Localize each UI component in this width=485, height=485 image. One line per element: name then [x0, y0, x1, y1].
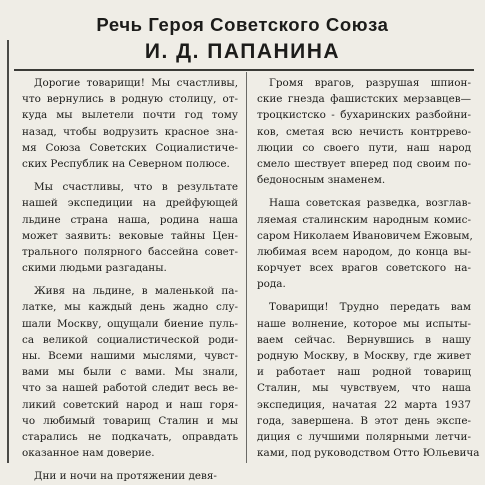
- text-line: корчует всех врагов советского на-: [257, 262, 471, 275]
- text-line: старались не подкачать, оправдать: [22, 430, 238, 443]
- text-line: что вернулись в родную столицу, от-: [22, 93, 238, 106]
- right-column: [257, 75, 480, 463]
- text-line: скими людьми разгаданы.: [22, 262, 167, 275]
- text-line: может заявить: вековые тайны Цен-: [22, 229, 238, 242]
- text-line: трального полярного бассейна совет-: [22, 245, 238, 258]
- text-line: ны. Всеми нашими мыслями, чувст-: [22, 350, 238, 362]
- text-line: любимая всем народом, до конца вы-: [257, 245, 471, 258]
- text-line: наше волнение, которое мы испыты-: [257, 317, 471, 330]
- article-title: Речь Героя Советского Союза: [96, 14, 389, 35]
- article-paragraph: [257, 195, 471, 292]
- text-line: люции со своего пути, наш народ: [257, 141, 471, 154]
- text-line: куда мы вылетели почти год тому: [22, 109, 238, 122]
- text-line: нашей экспедиции на дрейфующей: [22, 197, 238, 210]
- text-line: назад, чтобы водрузить красное зна-: [22, 125, 238, 138]
- text-line: Мы счастливы, что в результате: [34, 181, 238, 194]
- article-paragraph: [22, 75, 238, 172]
- column-divider: [246, 72, 247, 463]
- text-line: Товарищи! Трудно передать вам: [269, 301, 471, 314]
- text-line: диция с лучшими полярными летчи-: [257, 430, 471, 443]
- article-paragraph: [257, 299, 480, 461]
- text-line: ских Республик на Северном полюсе.: [22, 157, 230, 170]
- text-line: экспедиция, начатая 22 марта 1937: [257, 398, 471, 411]
- text-line: оказанное нам доверие.: [22, 447, 155, 460]
- text-line: Дорогие товарищи! Мы счастливы,: [34, 77, 238, 89]
- text-line: ваем сейчас. Вернувшись в нашу: [257, 333, 471, 346]
- text-line: троцкистско - бухаринских разбойни-: [257, 109, 471, 122]
- text-line: ками, под руководством Отто Юльевича: [257, 447, 480, 460]
- text-line: чо любимый товарищ Сталин и мы: [22, 414, 238, 427]
- left-margin-rule: [7, 40, 9, 463]
- article-paragraph: [22, 468, 238, 484]
- text-line: Громя врагов, разрушая шпион-: [269, 77, 471, 89]
- text-line: мя Союза Советских Социалистиче-: [22, 141, 238, 154]
- text-line: ков, сметая всю нечисть контррево-: [257, 125, 471, 138]
- text-line: Живя на льдине, в маленькой па-: [34, 285, 238, 298]
- article-paragraph: [22, 283, 238, 461]
- text-line: Сталин, мы чувствуем, что наша: [257, 382, 471, 395]
- text-line: рода.: [257, 278, 286, 291]
- text-line: са великой социалистической роди-: [22, 333, 238, 346]
- text-line: ские гнезда фашистских мерзавцев—: [257, 93, 471, 106]
- article-subtitle: И. Д. ПАПАНИНА: [144, 40, 341, 63]
- text-line: льдине страна наша, родина наша: [22, 213, 238, 226]
- text-line: ликий советский народ и наш горя-: [22, 398, 238, 411]
- text-line: саром Николаем Ивановичем Ежовым,: [257, 229, 473, 242]
- text-line: родную Москву, в Москву, где живет: [257, 350, 471, 362]
- text-line: Дни и ночи на протяжении девя-: [34, 470, 217, 483]
- article-paragraph: [22, 179, 238, 276]
- text-line: года, завершена. В этот день экспе-: [257, 414, 471, 427]
- text-line: шали Москву, ощущали биение пуль-: [22, 317, 238, 330]
- text-line: вами мы были с вами. Мы знали,: [22, 366, 238, 379]
- text-line: Наша советская разведка, возглав-: [269, 197, 471, 210]
- article-paragraph: [257, 75, 471, 188]
- text-line: что за нашей работой следит весь ве-: [22, 382, 238, 395]
- text-line: бедоносным знаменем.: [257, 174, 386, 187]
- header-rule: [14, 69, 474, 71]
- left-column: [22, 75, 238, 483]
- text-line: и работает наш родной товарищ: [257, 366, 471, 379]
- text-line: латке, мы каждый день жадно слу-: [22, 301, 238, 314]
- text-line: ляемая сталинским народным комис-: [257, 213, 471, 226]
- text-line: смело шествует вперед под своим по-: [257, 157, 471, 170]
